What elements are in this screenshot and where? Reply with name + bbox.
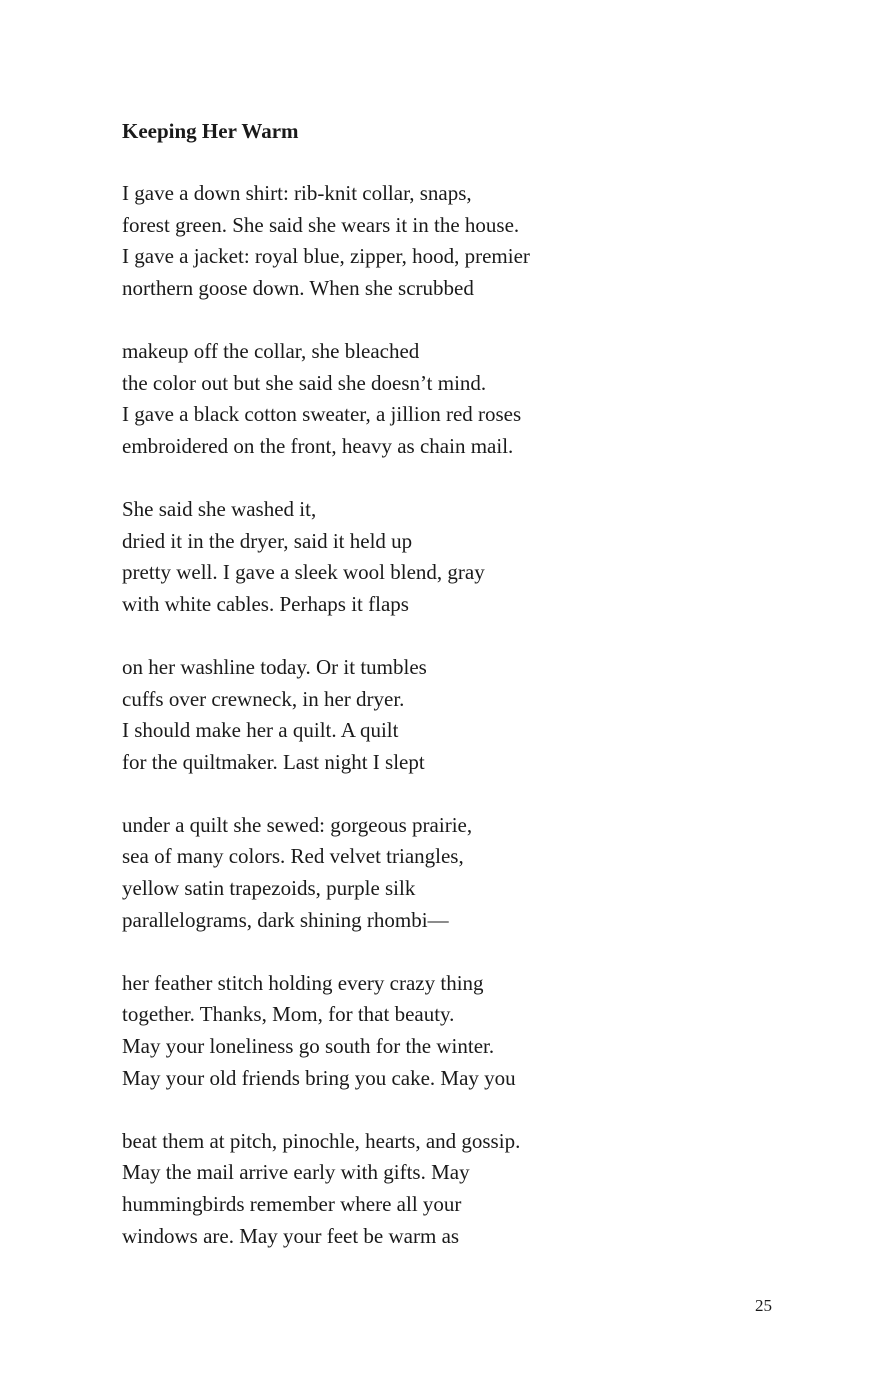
poem-line: with white cables. Perhaps it flaps xyxy=(122,591,409,616)
poem-line: on her washline today. Or it tumbles xyxy=(122,654,427,679)
stanza-1 xyxy=(122,178,822,304)
poem-line: beat them at pitch, pinochle, hearts, and gossip. xyxy=(122,1128,521,1153)
poem-line: She said she washed it, xyxy=(122,496,317,521)
poem-line: the color out but she said she doesn’t mind. xyxy=(122,370,487,395)
poem-line: for the quiltmaker. Last night I slept xyxy=(122,749,425,774)
poem-line: I gave a down shirt: rib-knit collar, snaps, xyxy=(122,181,472,205)
poem-line: makeup off the collar, she bleached xyxy=(122,338,420,363)
poem-line: yellow satin trapezoids, purple silk xyxy=(122,876,416,901)
poem-line: hummingbirds remember where all your xyxy=(122,1192,462,1216)
poem-line: pretty well. I gave a sleek wool blend, gray xyxy=(122,560,485,585)
poem-title: Keeping Her Warm xyxy=(122,119,299,143)
poem-line: windows are. May your feet be warm as xyxy=(122,1223,460,1248)
poem-line: northern goose down. When she scrubbed xyxy=(122,275,474,300)
stanza-7 xyxy=(122,1126,822,1252)
poem-line: May your old friends bring you cake. May you xyxy=(122,1065,516,1090)
poem-line: embroidered on the front, heavy as chain mail. xyxy=(122,433,514,458)
stanza-4 xyxy=(122,652,822,778)
poem-line: sea of many colors. Red velvet triangles, xyxy=(122,844,464,869)
page-number: 25 xyxy=(755,1296,772,1315)
stanza-3 xyxy=(122,494,822,620)
poem-line: I should make her a quilt. A quilt xyxy=(122,718,399,743)
poem-line: her feather stitch holding every crazy thing xyxy=(122,970,484,995)
stanza-6 xyxy=(122,968,822,1094)
poem-line: May your loneliness go south for the winter. xyxy=(122,1034,495,1059)
poem-line: I gave a jacket: royal blue, zipper, hood, premier xyxy=(122,244,530,269)
poem-line: forest green. She said she wears it in the house. xyxy=(122,212,520,237)
stanza-5 xyxy=(122,810,822,936)
poem-line: I gave a black cotton sweater, a jillion red roses xyxy=(122,402,522,427)
poem-line: together. Thanks, Mom, for that beauty. xyxy=(122,1002,455,1027)
poem-body xyxy=(122,178,822,1284)
poem-line: under a quilt she sewed: gorgeous prairie, xyxy=(122,812,473,837)
poem-line: cuffs over crewneck, in her dryer. xyxy=(122,686,405,711)
stanza-2 xyxy=(122,336,822,462)
poem-line: dried it in the dryer, said it held up xyxy=(122,528,413,553)
poem-line: May the mail arrive early with gifts. May xyxy=(122,1160,470,1185)
poem-line: parallelograms, dark shining rhombi— xyxy=(122,907,449,932)
